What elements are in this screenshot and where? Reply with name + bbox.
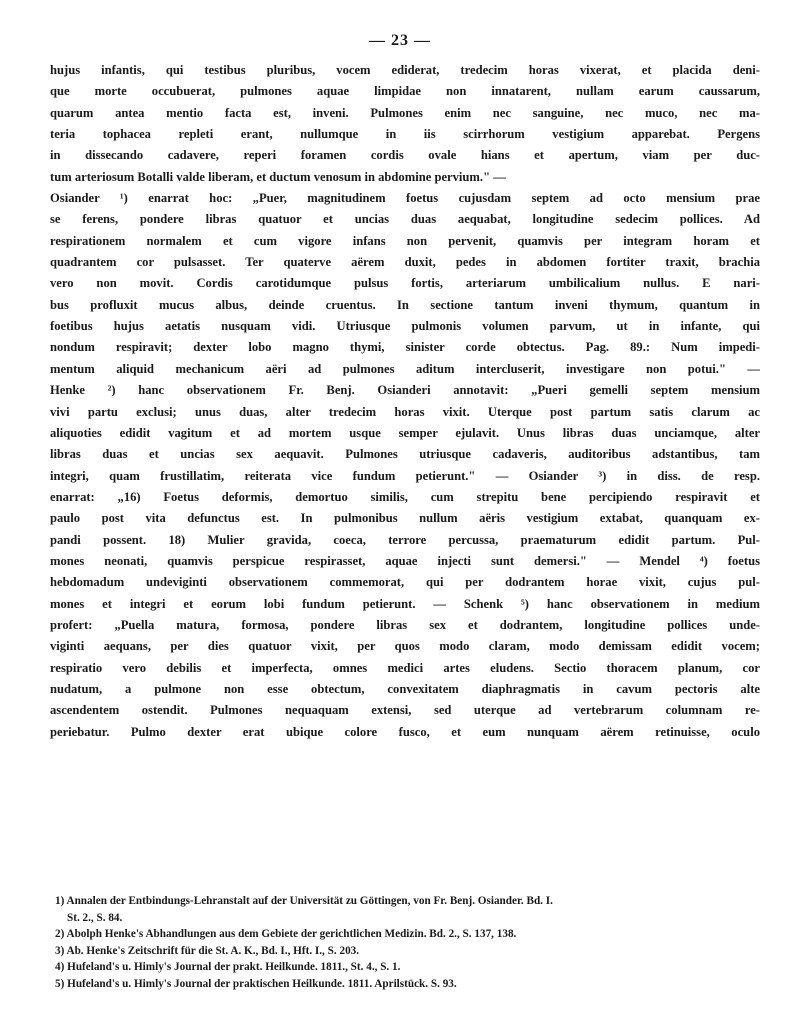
text-line: integri, quam frustillatim, reiterata vice fundum petierunt." — Osiander ³) in diss. de resp. (50, 468, 760, 483)
text-line: hujus infantis, qui testibus pluribus, vocem ediderat, tredecim horas vixerat, et placida deni- (50, 63, 760, 77)
text-line: foetibus hujus aetatis nusquam vidi. Utriusque pulmonis volumen parvum, ut in infante, qui (50, 319, 760, 334)
text-line: nudatum, a pulmone non esse obtectum, convexitatem diaphragmatis in cavum pectoris alte (50, 681, 760, 696)
text-line: in dissecando cadavere, reperi foramen cordis ovale hians et apertum, viam per duc- (50, 148, 760, 163)
footnote: 3) Ab. Henke's Zeitschrift für die St. A. K., Bd. I., Hft. I., S. 203. (55, 944, 360, 957)
text-line: pandi possent. 18) Mulier gravida, coeca, terrore percussa, praematurum edidit partum. Pul- (50, 532, 760, 547)
footnote: 2) Abolph Henke's Abhandlungen aus dem Gebiete der gerichtlichen Medizin. Bd. 2., S. 137, 138. (55, 928, 517, 941)
text-line: vivi partu exclusi; unus duas, alter tredecim horas vixit. Uterque post partum satis clarum ac (50, 404, 760, 419)
text-line: paulo post vita defunctus est. In pulmonibus nullum aëris vestigium extabat, quanquam ex- (50, 511, 760, 526)
page-number: — 23 — (369, 32, 431, 49)
text-line: profert: „Puella matura, formosa, pondere libras sex et dodrantem, longitudine pollices unde- (50, 617, 760, 632)
text-line: que morte occubuerat, pulmones aquae limpidae non innatarent, nullam earum caussarum, (50, 84, 760, 99)
text-line: libras duas et uncias sex aequavit. Pulmones utriusque cadaveris, auditoribus adstantibus, tam (50, 447, 760, 462)
text-line: respirationem normalem et cum vigore infans non pervenit, quamvis per integram horam et (50, 233, 760, 248)
text-line: aliquoties edidit vagitum et ad mortem usque semper ejulavit. Unus libras duas unciamque, alter (50, 425, 760, 440)
text-line: enarrat: „16) Foetus deformis, demortuo similis, cum strepitu bene percipiendo respiravit et (50, 489, 760, 504)
footnote: 5) Hufeland's u. Himly's Journal der praktischen Heilkunde. 1811. Aprilstück. S. 93. (55, 977, 457, 990)
footnote-continuation: St. 2., S. 84. (67, 911, 123, 924)
text-line: se ferens, pondere libras quatuor et uncias duas aequabat, longitudine sedecim pollices. Ad (50, 212, 760, 227)
text-line: Osiander ¹) enarrat hoc: „Puer, magnitudinem foetus cujusdam septem ad octo mensium prae (50, 191, 760, 206)
footnote: 1) Annalen der Entbindungs-Lehranstalt auf der Universität zu Göttingen, von Fr. Benj. Osiander. Bd. I. (55, 895, 553, 907)
text-line: teria tophacea repleti erant, nullumque in iis scirrhorum vestigium apparebat. Pergens (50, 127, 760, 142)
text-line: hebdomadum undeviginti observationem commemorat, qui per dodrantem horae vixit, cujus pul- (50, 575, 760, 590)
text-line: mentum aliquid mechanicum aëri ad pulmones aditum intercluserit, investigare non potui." — (50, 361, 760, 376)
text-line: quarum antea mentio facta est, inveni. Pulmones enim nec sanguine, nec muco, nec ma- (50, 105, 760, 120)
text-line: bus profluxit mucus albus, deinde cruentus. In sectione tantum inveni thymum, quantum in (50, 297, 760, 312)
text-line: mones neonati, quamvis perspicue respirasset, aquae injecti sunt demersi." — Mendel ⁴) foetus (50, 553, 760, 568)
text-line: mones et integri et eorum lobi fundum petierunt. — Schenk ⁵) hanc observationem in medium (50, 596, 760, 611)
text-line: quadrantem cor pulsasset. Ter quaterve aërem duxit, pedes in abdomen fortiter traxit, brachia (50, 255, 760, 270)
text-line: nondum respiravit; dexter lobo magno thymi, sinister corde obtectus. Pag. 89.: Num impedi- (50, 340, 760, 355)
footnote: 4) Hufeland's u. Himly's Journal der prakt. Heilkunde. 1811., St. 4., S. 1. (55, 961, 401, 974)
footnotes (55, 893, 755, 993)
text-line: periebatur. Pulmo dexter erat ubique colore fusco, et eum nunquam aërem retinuisse, oculo (50, 724, 760, 739)
text-line: tum arteriosum Botalli valde liberam, et ductum venosum in abdomine pervium." — (50, 169, 506, 184)
text-line: respiratio vero debilis et imperfecta, omnes medici artes eludens. Sectio thoracem planum, cor (50, 660, 760, 675)
body-text (50, 60, 760, 743)
text-line: vero non movit. Cordis carotidumque pulsus fortis, arteriarum umbilicalium nullus. E nari- (50, 276, 760, 291)
text-line: Henke ²) hanc observationem Fr. Benj. Osianderi annotavit: „Pueri gemelli septem mensium (50, 383, 760, 398)
text-line: ascendentem ostendit. Pulmones nequaquam extensi, sed uterque ad vertebrarum columnam re- (50, 703, 760, 718)
text-line: viginti aequans, per dies quatuor vixit, per quos modo claram, modo demissam edidit vocem; (50, 639, 760, 654)
